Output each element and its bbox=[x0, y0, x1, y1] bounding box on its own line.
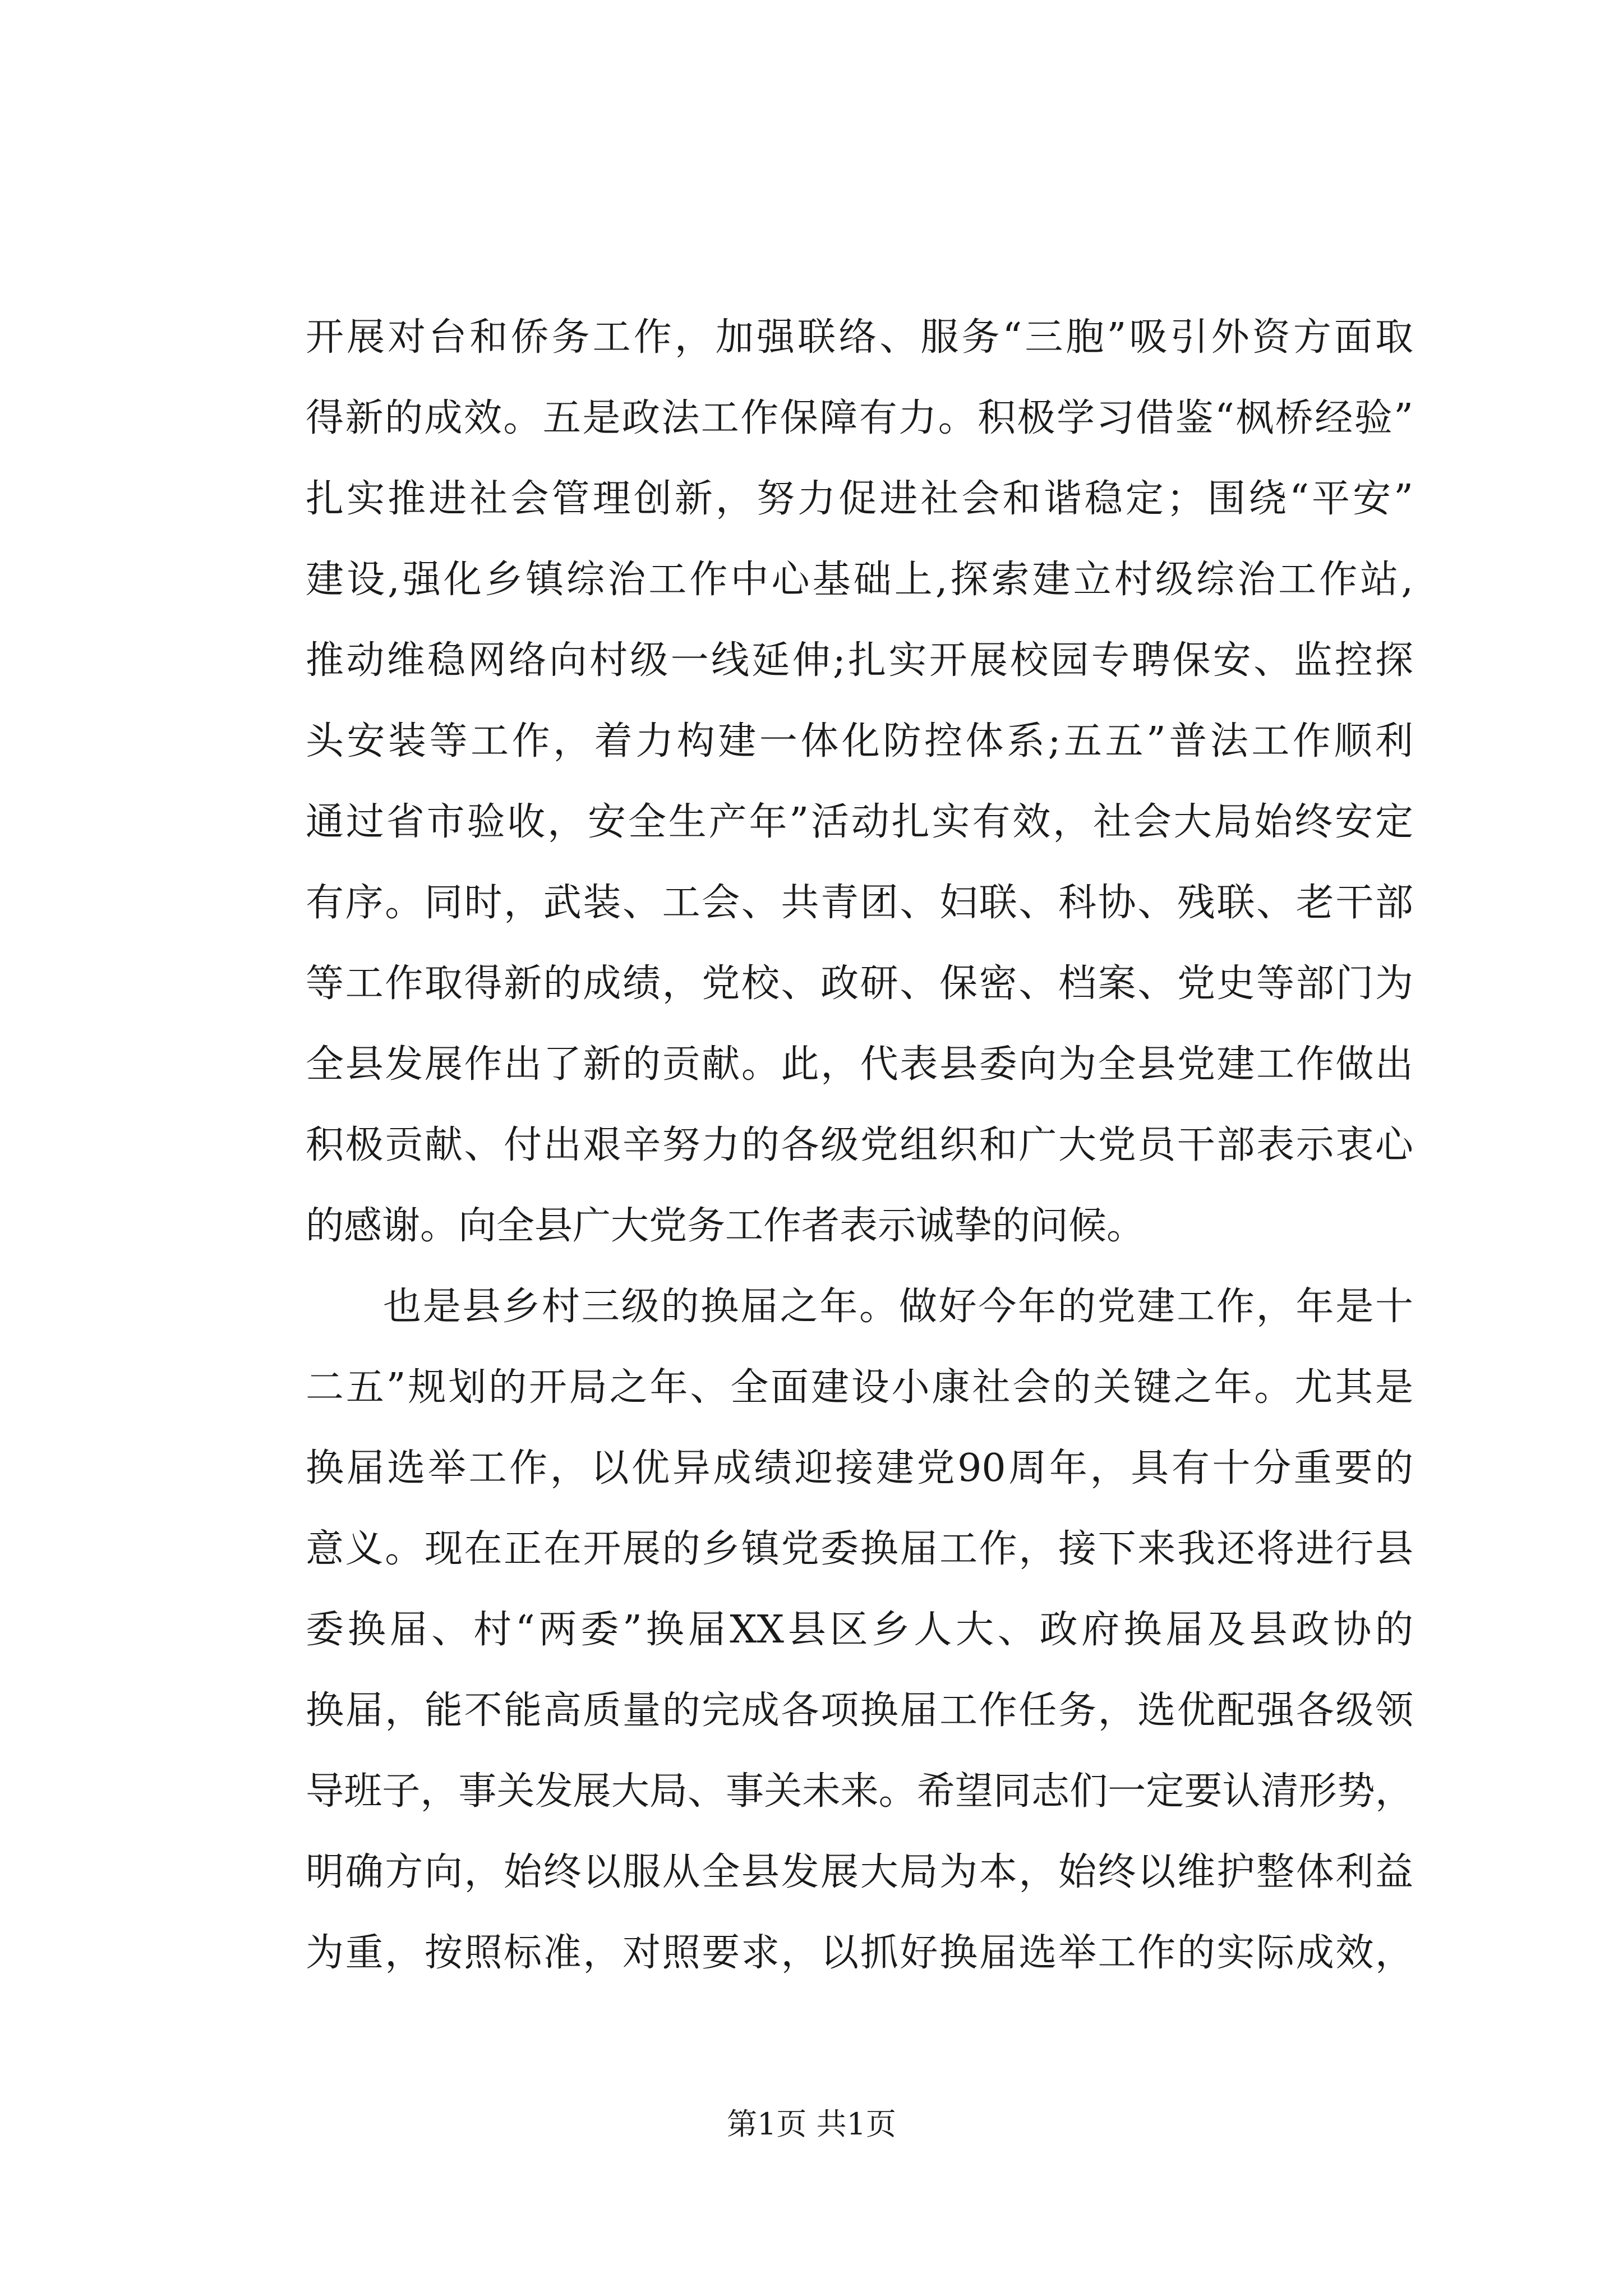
text-line: 意义。现在正在开展的乡镇党委换届工作，接下来我还将进行县 bbox=[306, 1527, 1413, 1571]
text-line: 的感谢。向全县广大党务工作者表示诚挚的问候。 bbox=[306, 1204, 1145, 1248]
text-line: 为重，按照标准，对照要求，以抓好换届选举工作的实际成效， bbox=[306, 1931, 1413, 1975]
text-line: 通过省市验收，安全生产年”活动扎实有效，社会大局始终安定 bbox=[306, 800, 1413, 844]
text-line: 有序。同时，武装、工会、共青团、妇联、科协、残联、老干部 bbox=[306, 881, 1413, 925]
text-line: 换届选举工作，以优异成绩迎接建党90周年，具有十分重要的 bbox=[306, 1446, 1413, 1490]
text-line: 头安装等工作，着力构建一体化防控体系;五五”普法工作顺利 bbox=[306, 719, 1413, 763]
text-line: 扎实推进社会管理创新，努力促进社会和谐稳定；围绕“平安” bbox=[306, 477, 1413, 521]
text-line: 全县发展作出了新的贡献。此，代表县委向为全县党建工作做出 bbox=[306, 1042, 1413, 1087]
text-line: 得新的成效。五是政法工作保障有力。积极学习借鉴“枫桥经验” bbox=[306, 396, 1413, 440]
text-line: 等工作取得新的成绩，党校、政研、保密、档案、党史等部门为 bbox=[306, 961, 1413, 1006]
page-number-footer: 第1页 共1页 bbox=[727, 2106, 896, 2142]
text-line: 换届，能不能高质量的完成各项换届工作任务，选优配强各级领 bbox=[306, 1688, 1413, 1733]
text-line: 积极贡献、付出艰辛努力的各级党组织和广大党员干部表示衷心 bbox=[306, 1123, 1413, 1167]
text-line: 也是县乡村三级的换届之年。做好今年的党建工作，年是十 bbox=[383, 1285, 1413, 1329]
text-line: 导班子，事关发展大局、事关未来。希望同志们一定要认清形势， bbox=[306, 1769, 1413, 1814]
text-line: 推动维稳网络向村级一线延伸;扎实开展校园专聘保安、监控探 bbox=[306, 638, 1413, 683]
text-line: 建设,强化乡镇综治工作中心基础上,探索建立村级综治工作站, bbox=[306, 558, 1413, 602]
body-text bbox=[306, 297, 1413, 1994]
text-line: 委换届、村“两委”换届XX县区乡人大、政府换届及县政协的 bbox=[306, 1608, 1413, 1652]
text-line: 开展对台和侨务工作，加强联络、服务“三胞”吸引外资方面取 bbox=[306, 315, 1413, 360]
text-line: 二五”规划的开局之年、全面建设小康社会的关键之年。尤其是 bbox=[306, 1365, 1413, 1410]
text-line: 明确方向，始终以服从全县发展大局为本，始终以维护整体利益 bbox=[306, 1850, 1413, 1894]
